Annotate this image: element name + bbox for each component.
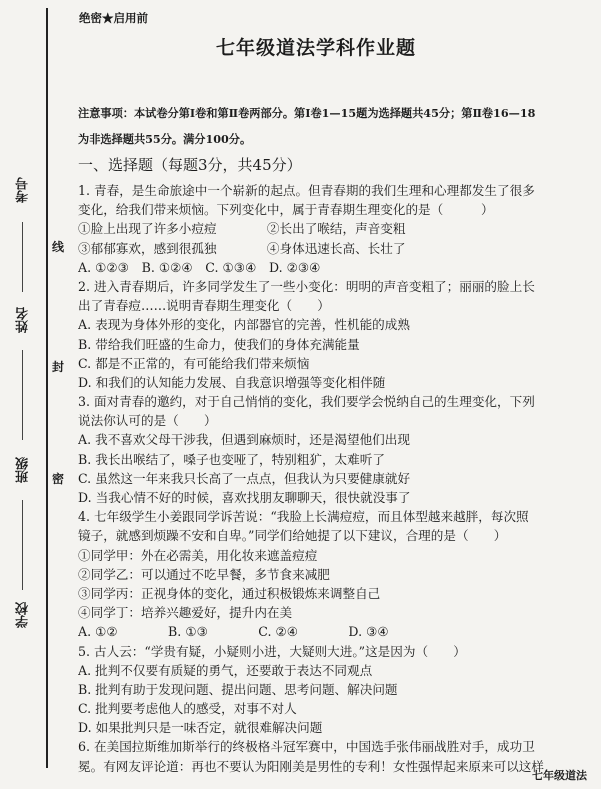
question-line: 冕。有网友评论道：再也不要认为阳刚美是男性的专利！女性强悍起来原来可以这样 xyxy=(78,758,544,774)
seal-char-seal: 封 xyxy=(51,360,64,374)
question-line: 4. 七年级学生小姜跟同学诉苦说：“我脸上长满痘痘，而且体型越来越胖，每次照 xyxy=(78,509,529,525)
question-list xyxy=(78,181,590,776)
question-line: 2. 进入青春期后，许多同学发生了一些小变化：明明的声音变粗了；丽丽的脸上长 xyxy=(78,278,535,294)
binding-line xyxy=(46,8,48,768)
notice-line: 注意事项：本试卷分第Ⅰ卷和第Ⅱ卷两部分。第Ⅰ卷1—15题为选择题共45分；第Ⅱ卷16—18 xyxy=(78,106,536,120)
notice-line: 为非选择题共55分。满分100分。 xyxy=(78,132,252,146)
question-line: C. 批判要考虑他人的感受，对事不对人 xyxy=(78,701,297,717)
seal-char-line: 线 xyxy=(51,240,64,254)
question-line: ①同学甲：外在必需美，用化妆来遮盖痘痘 xyxy=(78,547,318,563)
question-line: B. 批判有助于发现问题、提出问题、思考问题、解决问题 xyxy=(78,681,398,697)
page-title: 七年级道法学科作业题 xyxy=(215,37,416,59)
question-line: ③郁郁寡欢，感到很孤独 ④身体迅速长高、长壮了 xyxy=(78,240,406,256)
question-line: A. ①② B. ①③ C. ②④ D. ③④ xyxy=(78,624,389,640)
question-line: A. 我不喜欢父母干涉我，但遇到麻烦时，还是渴望他们出现 xyxy=(78,432,410,448)
footer-subject-mark: 七年级道法 xyxy=(532,769,587,782)
question-line: 说法你认可的是（ ） xyxy=(78,413,217,429)
question-line: 变化，给我们带来烦恼。下列变化中，属于青春期生理变化的是（ ） xyxy=(78,202,494,218)
question-line: A. 表现为身体外形的变化，内部器官的完善，性机能的成熟 xyxy=(78,317,410,333)
question-line: 镜子，就感到烦躁不安和自卑。”同学们给她提了以下建议，合理的是（ ） xyxy=(78,528,507,544)
question-line: B. 我长出喉结了，嗓子也变哑了，特别粗犷，太难听了 xyxy=(78,451,385,467)
school-label: 学校 xyxy=(16,602,31,628)
seal-char-secret: 密 xyxy=(51,472,64,486)
question-line: ①脸上出现了许多小痘痘 ②长出了喉结，声音变粗 xyxy=(78,221,406,237)
question-line: 6. 在美国拉斯维加斯举行的终极格斗冠军赛中，中国选手张伟丽战胜对手，成功卫 xyxy=(78,739,535,755)
question-line: A. 批判不仅要有质疑的勇气，还要敢于表达不同观点 xyxy=(78,662,373,678)
question-line: B. 带给我们旺盛的生命力，使我们的身体充满能量 xyxy=(78,336,360,352)
question-line: D. 当我心情不好的时候，喜欢找朋友聊聊天，很快就没事了 xyxy=(78,490,411,505)
question-line: 5. 古人云：“学贵有疑，小疑则小进，大疑则大进。”这是因为（ ） xyxy=(78,643,466,659)
class-label: 班级 xyxy=(16,457,31,483)
question-line: D. 如果批判只是一味否定，就很难解决问题 xyxy=(78,720,323,736)
class-fill-line xyxy=(22,500,23,590)
question-line: C. 虽然这一年来我只长高了一点点，但我认为只要健康就好 xyxy=(78,470,411,486)
question-line: ②同学乙：可以通过不吃早餐，多节食来减肥 xyxy=(78,566,330,582)
question-line: 1. 青春，是生命旅途中一个崭新的起点。但青春期的我们生理和心理都发生了很多 xyxy=(78,183,535,198)
secret-label: 绝密★启用前 xyxy=(79,11,148,25)
question-line: ③同学丙：正视身体的变化，通过积极锻炼来调整自己 xyxy=(78,585,381,601)
question-line: D. 和我们的认知能力发展、自我意识增强等变化相伴随 xyxy=(78,374,386,390)
question-line: 出了青春痘……说明青春期生理变化（ ） xyxy=(78,298,330,314)
question-line: 3. 面对青春的邀约，对于自己悄悄的变化，我们要学会悦纳自己的生理变化，下列 xyxy=(78,394,535,410)
section-heading: 一、选择题（每题3分，共45分） xyxy=(78,156,302,174)
question-line: C. 都是不正常的，有可能给我们带来烦恼 xyxy=(78,355,310,371)
name-fill-line xyxy=(22,350,23,440)
question-line: ④同学丁：培养兴趣爱好，提升内在美 xyxy=(78,605,293,621)
name-label: 姓名 xyxy=(16,307,31,333)
exam-number-label: 考号 xyxy=(16,177,31,203)
exam-number-fill-line xyxy=(22,222,23,292)
question-line: A. ①②③ B. ①②④ C. ①③④ D. ②③④ xyxy=(78,259,321,275)
notice-block xyxy=(78,100,590,152)
